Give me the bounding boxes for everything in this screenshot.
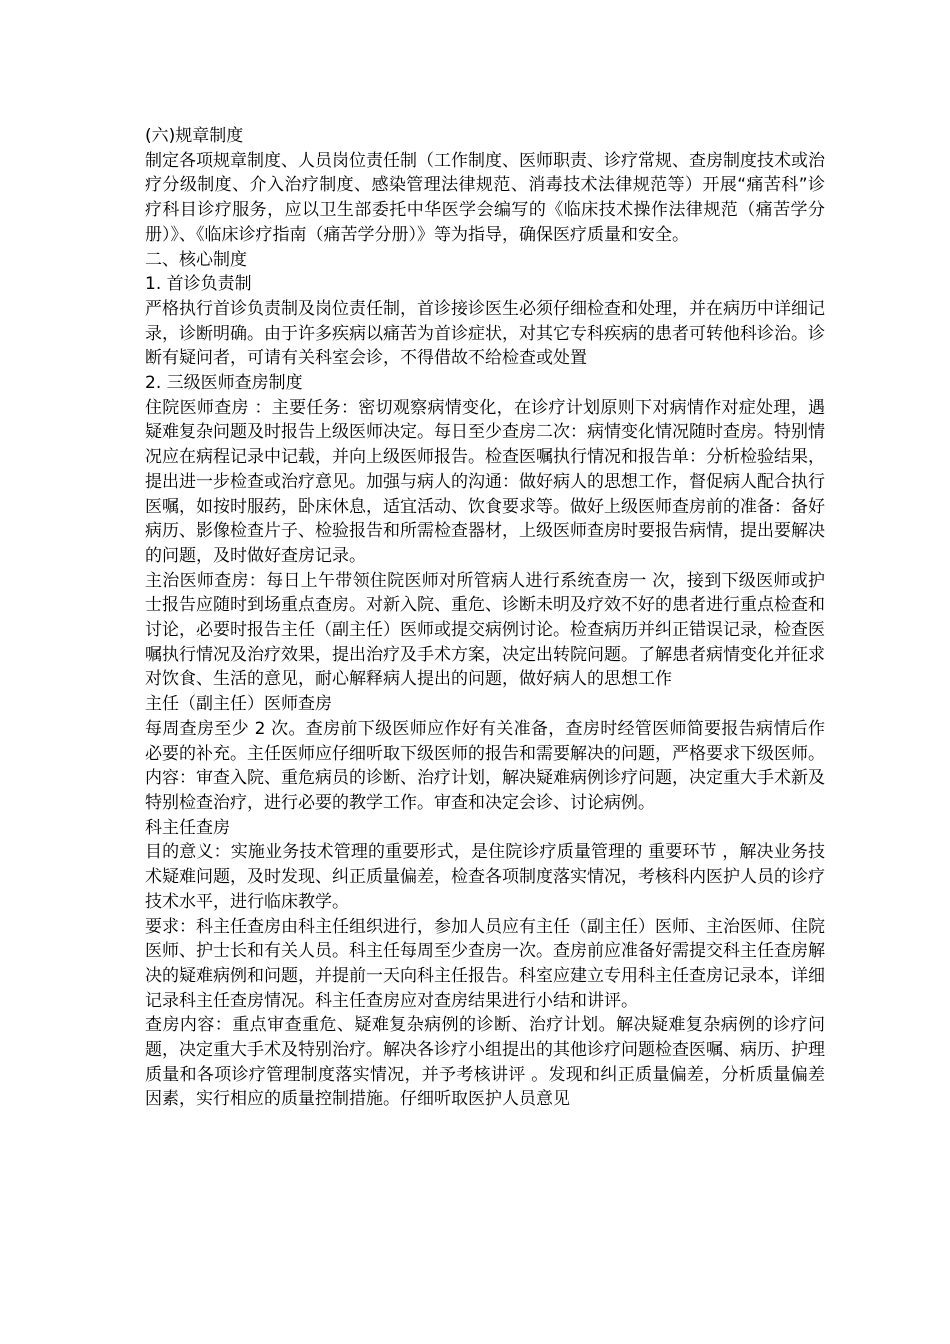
paragraph-director-rounds: 每周查房至少 2 次。查房前下级医师应作好有关准备，查房时经管医师简要报告病情后作必要的补充。主任医师应仔细听取下级医师的报告和需要解决的问题，严格要求下级医师。内容：审查入院、重危病员的诊断、治疗计划，解决疑难病例诊疗问题，决定重大手术新及特别检查治疗，进行必要的教学工作。审查和决定会诊、讨论病例。	[145, 718, 825, 813]
subheading-first-diagnosis: 1. 首诊负责制	[145, 274, 252, 295]
paragraph-first-diagnosis: 严格执行首诊负责制及岗位责任制，首诊接诊医生必须仔细检查和处理，并在病历中详细记录，诊断明确。由于许多疾病以痛苦为首诊症状，对其它专科疾病的患者可转他科诊治。诊断有疑问者，可请有关科室会诊，不得借故不给检查或处置	[145, 298, 825, 369]
paragraph-department-purpose: 目的意义：实施业务技术管理的重要形式，是住院诊疗质量管理的 重要环节 ，解决业务技术疑难问题，及时发现、纠正质量偏差，检查各项制度落实情况，考核科内医护人员的诊疗技术水平，进行临床教学。	[145, 842, 825, 912]
section-heading-regulations: (六)规章制度	[145, 126, 244, 146]
paragraph-department-requirements: 要求：科主任查房由科主任组织进行，参加人员应有主任（副主任）医师、主治医师、住院医师、护士长和有关人员。科主任每周至少查房一次。查房前应准备好需提交科主任查房解决的疑难病例和问题，并提前一天向科主任报告。科室应建立专用科主任查房记录本，详细记录科主任查房情况。科主任查房应对查房结果进行小结和讲评。	[145, 916, 825, 1011]
subheading-director-rounds: 主任（副主任）医师查房	[145, 694, 332, 715]
section-heading-core-systems: 二、核心制度	[145, 249, 247, 270]
paragraph-attending-rounds: 主治医师查房：每日上午带领住院医师对所管病人进行系统查房一 次，接到下级医师或护士报告应随时到场重点查房。对新入院、重危、诊断未明及疗效不好的患者进行重点检查和讨论，必要时报告主任（副主任）医师或提交病例讨论。检查病历并纠正错误记录，检查医嘱执行情况及治疗效果，提出治疗及手术方案，决定出转院问题。了解患者病情变化并征求对饮食、生活的意见，耐心解释病人提出的问题，做好病人的思想工作	[145, 570, 825, 690]
paragraph-department-content: 查房内容：重点审查重危、疑难复杂病例的诊断、治疗计划。解决疑难复杂病例的诊疗问题，决定重大手术及特别治疗。解决各诊疗小组提出的其他诊疗问题检查医嘱、病历、护理质量和各项诊疗管理制度落实情况，并予考核讲评 。发现和纠正质量偏差，分析质量偏差因素，实行相应的质量控制措施。仔细听取医护人员意见	[145, 1015, 825, 1110]
paragraph-resident-rounds: 住院医师查房 ：主要任务：密切观察病情变化，在诊疗计划原则下对病情作对症处理，遇疑难复杂问题及时报告上级医师决定。每日至少查房二次：病情变化情况随时查房。特别情况应在病程记录中记载，并向上级医师报告。检查医嘱执行情况和报告单：分析检验结果，提出进一步检查或治疗意见。加强与病人的沟通：做好病人的思想工作，督促病人配合执行医嘱，如按时服药，卧床休息，适宜活动、饮食要求等。做好上级医师查房前的准备：备好病历、影像检查片子、检验报告和所需检查器材，上级医师查房时要报告病情，提出要解决的问题，及时做好查房记录。	[145, 397, 825, 566]
document-body	[145, 124, 825, 1112]
subheading-department-head-rounds: 科主任查房	[145, 817, 230, 838]
subheading-ward-rounds: 2. 三级医师查房制度	[145, 373, 303, 394]
paragraph-regulations: 制定各项规章制度、人员岗位责任制（工作制度、医师职责、诊疗常规、查房制度技术或治疗分级制度、介入治疗制度、感染管理法律规范、消毒技术法律规范等）开展“痛苦科”诊疗科目诊疗服务，应以卫生部委托中华医学会编写的《临床技术操作法律规范（痛苦学分册）》、《临床诊疗指南（痛苦学分册）》等为指导，确保医疗质量和安全。	[145, 150, 825, 245]
